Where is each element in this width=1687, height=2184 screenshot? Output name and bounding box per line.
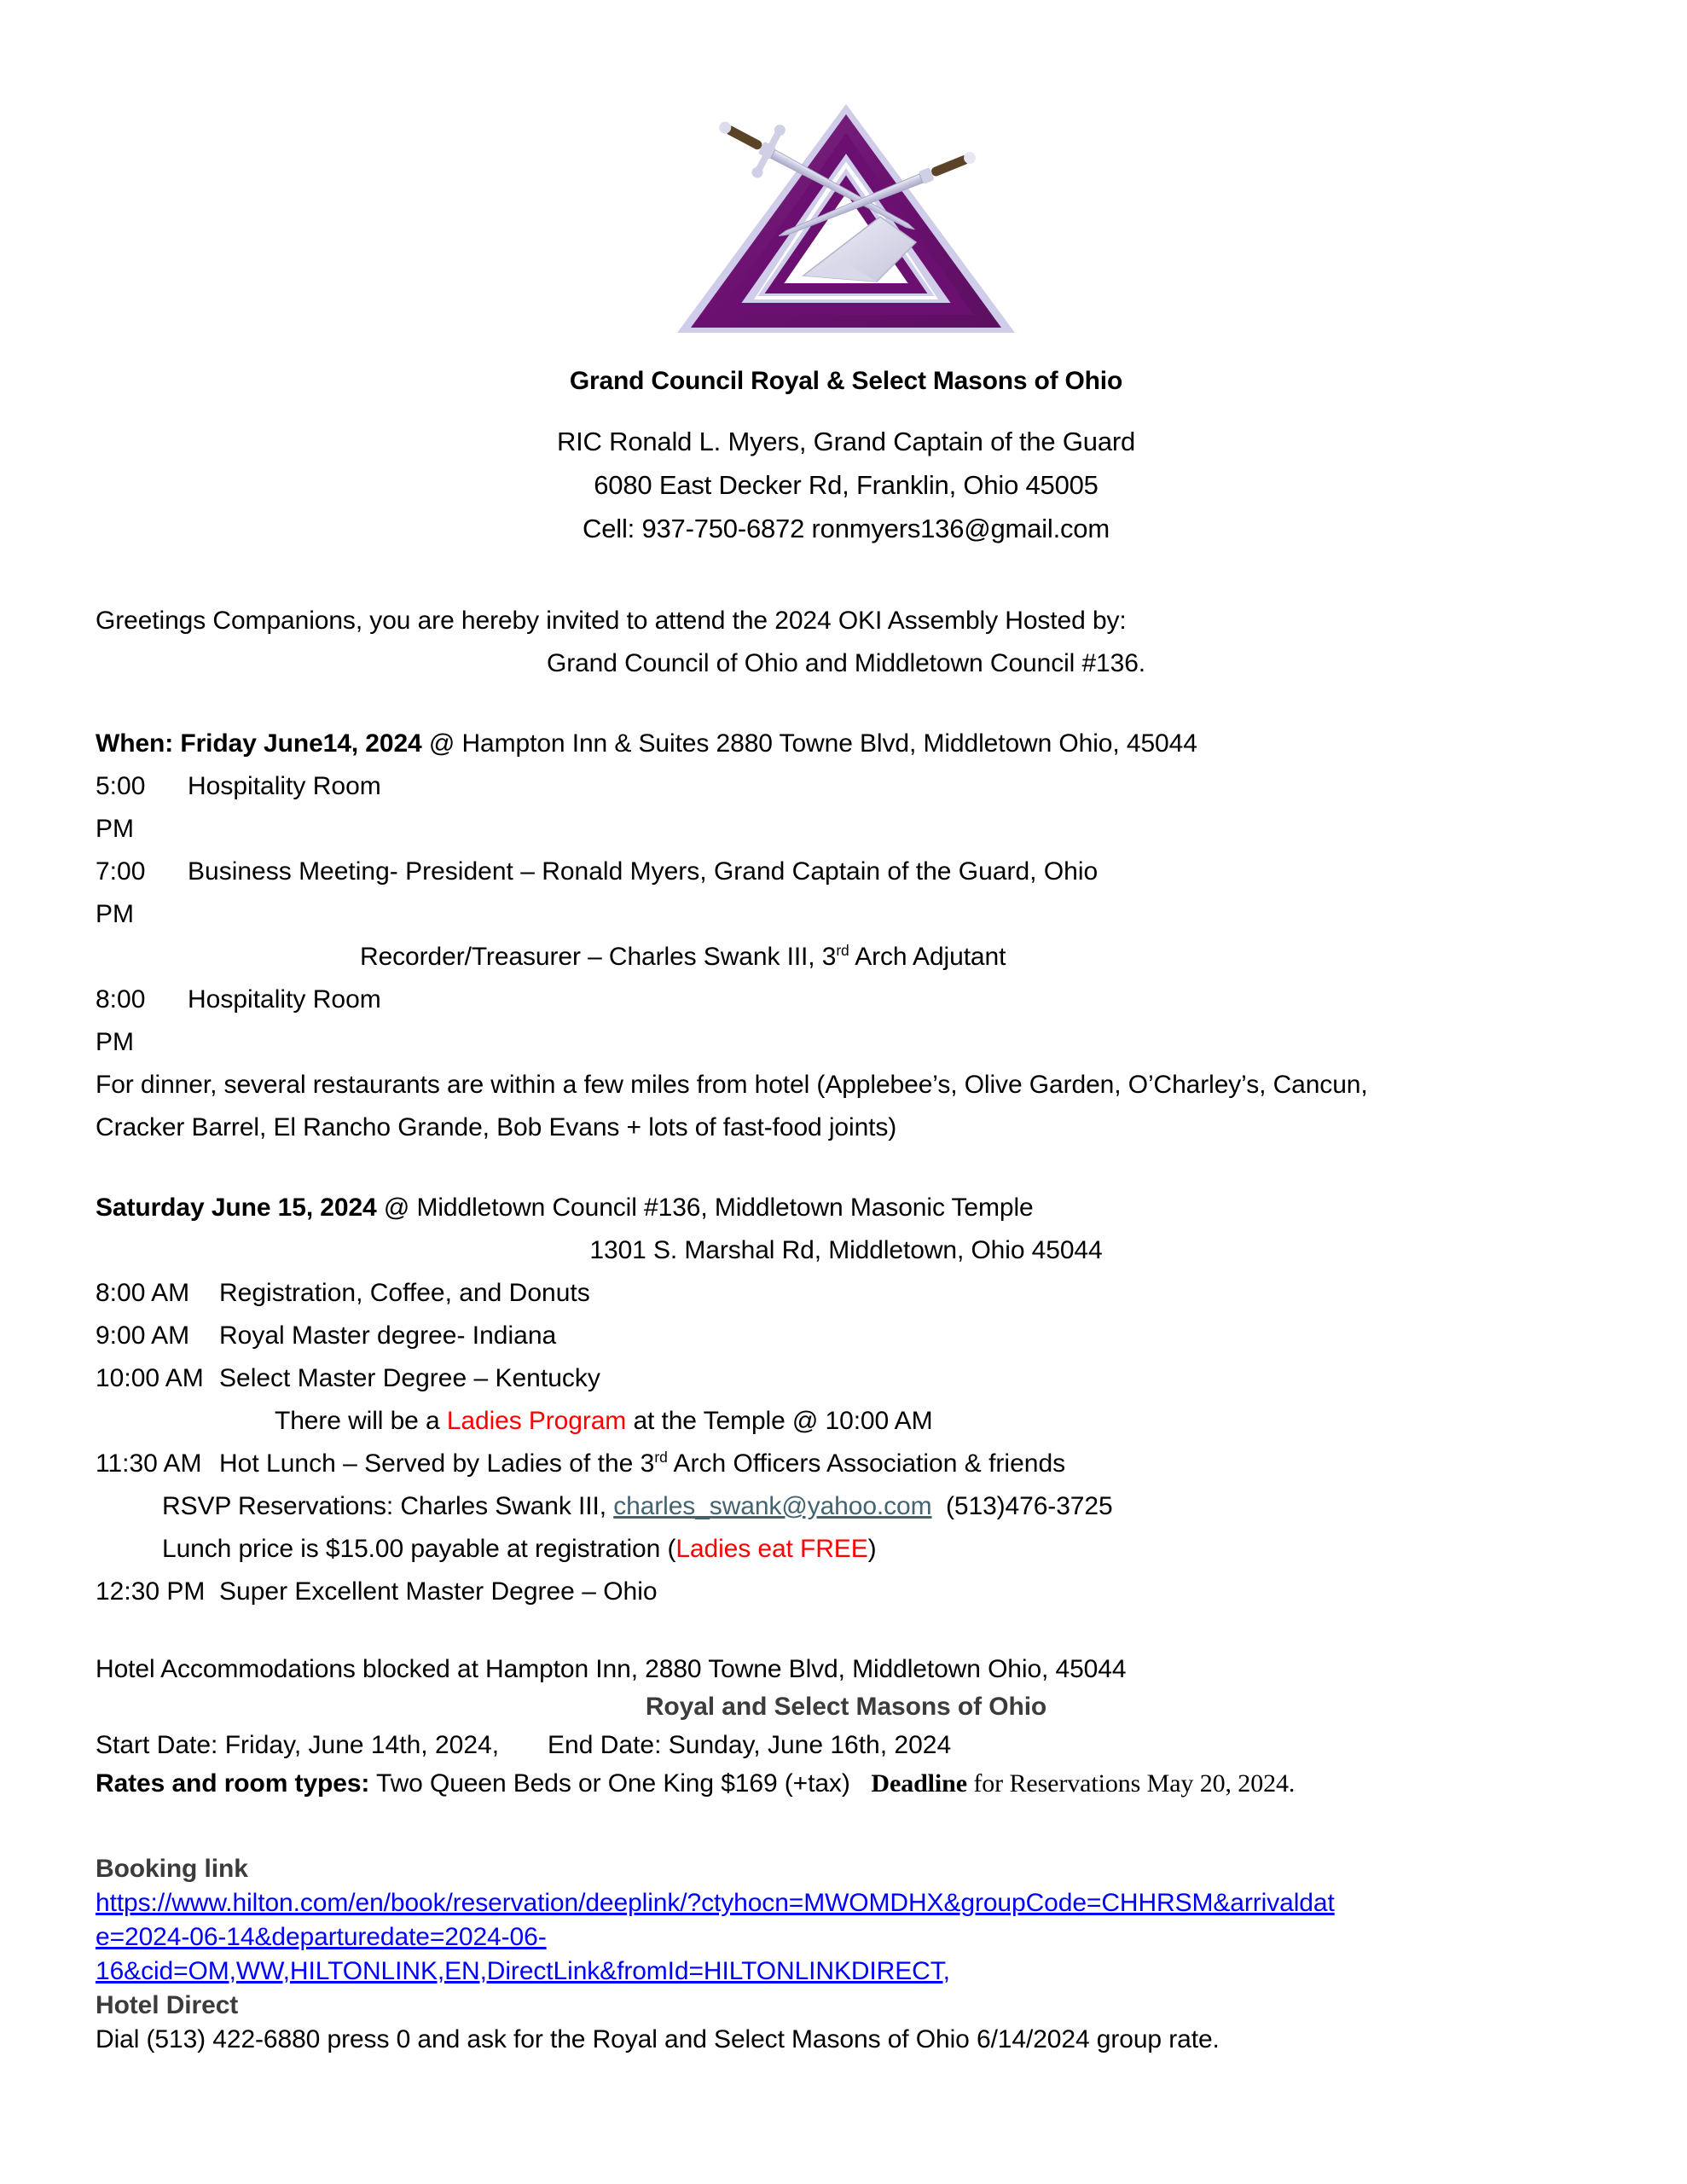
- hotel-deadline-rest: for Reservations May 20, 2024.: [966, 1769, 1296, 1798]
- saturday-lunch-time: 11:30 AM: [96, 1449, 202, 1478]
- spacer: [96, 550, 1597, 600]
- friday-recorder-line: [96, 936, 1597, 979]
- hotel-section: [96, 1651, 1597, 1803]
- logo-container: [96, 92, 1597, 348]
- lunch-ordinal-suffix: rd: [654, 1449, 668, 1466]
- saturday-address: 1301 S. Marshal Rd, Middletown, Ohio 45044: [589, 1236, 1103, 1264]
- saturday-lunch-desc: [219, 1443, 1597, 1485]
- rsvp-email-link[interactable]: charles_swank@yahoo.com: [613, 1492, 932, 1520]
- friday-when-line: [96, 723, 1597, 765]
- friday-when-label: When: Friday June14, 2024: [96, 729, 422, 758]
- lunch-price-line: [96, 1528, 1597, 1571]
- recorder-text-pre: Recorder/Treasurer – Charles Swank III, 3: [360, 943, 837, 971]
- contact-block: [96, 420, 1597, 550]
- hotel-start-date: Start Date: Friday, June 14th, 2024,: [96, 1731, 500, 1759]
- saturday-header-line: [96, 1187, 1597, 1229]
- dinner-line-2: Cracker Barrel, El Rancho Grande, Bob Evans + lots of fast-food joints): [96, 1113, 897, 1141]
- organization-title: Grand Council Royal & Select Masons of Ohio: [569, 367, 1123, 395]
- saturday-schedule-row: [96, 1357, 1597, 1400]
- booking-url-line-3: [96, 1955, 1597, 1989]
- friday-item-time: 5:00 PM: [96, 772, 146, 843]
- saturday-last-time: 12:30 PM: [96, 1577, 206, 1606]
- booking-section: [96, 1852, 1597, 2057]
- dinner-line-1: For dinner, several restaurants are within a few miles from hotel (Applebee’s, Olive Garden, O’Charley’s, Cancun,: [96, 1071, 1368, 1099]
- royal-select-masons-triangle-swords-trowel-logo: [667, 92, 1025, 348]
- booking-link-label: Booking link: [96, 1855, 248, 1883]
- recorder-text-post: Arch Adjutant: [849, 943, 1006, 971]
- booking-url-line-1: [96, 1886, 1597, 1920]
- friday-hospitality-time: 8:00 PM: [96, 985, 146, 1056]
- saturday-venue: @ Middletown Council #136, Middletown Masonic Temple: [376, 1194, 1034, 1222]
- ladies-program-pre: There will be a: [275, 1407, 447, 1435]
- lunch-price-post: ): [867, 1535, 877, 1563]
- hotel-dates-row: [96, 1726, 1597, 1765]
- booking-url-link[interactable]: e=2024-06-14&departuredate=2024-06-: [96, 1923, 547, 1951]
- saturday-item-time: 8:00 AM: [96, 1279, 190, 1307]
- ladies-program-line: [96, 1400, 1597, 1443]
- lunch-text-pre: Hot Lunch – Served by Ladies of the 3: [219, 1449, 655, 1478]
- greeting-line-1: Greetings Companions, you are hereby invited to attend the 2024 OKI Assembly Hosted by:: [96, 607, 1127, 635]
- spacer: [96, 1149, 1597, 1187]
- spacer: [96, 685, 1597, 723]
- saturday-item-desc: Royal Master degree- Indiana: [219, 1321, 557, 1350]
- hotel-rates-label: Rates and room types:: [96, 1769, 370, 1798]
- greeting-line-2: Grand Council of Ohio and Middletown Council #136.: [546, 649, 1146, 677]
- saturday-schedule-row: [96, 1571, 1597, 1613]
- saturday-last-desc: Super Excellent Master Degree – Ohio: [219, 1577, 658, 1606]
- friday-section: [96, 723, 1597, 1149]
- rsvp-phone: (513)476-3725: [931, 1492, 1113, 1520]
- ladies-program-highlight: Ladies Program: [446, 1407, 627, 1435]
- rsvp-line: [96, 1485, 1597, 1528]
- friday-item-desc: Hospitality Room: [188, 772, 381, 800]
- saturday-date-label: Saturday June 15, 2024: [96, 1194, 377, 1222]
- contact-cell-email: Cell: 937-750-6872 ronmyers136@gmail.com: [583, 514, 1110, 543]
- saturday-item-time: 10:00 AM: [96, 1364, 204, 1392]
- rsvp-text-pre: RSVP Reservations: Charles Swank III,: [162, 1492, 614, 1520]
- saturday-item-time: 9:00 AM: [96, 1321, 190, 1350]
- contact-name: RIC Ronald L. Myers, Grand Captain of the Guard: [556, 427, 1136, 456]
- document-content: [96, 0, 1597, 2057]
- booking-url-link[interactable]: https://www.hilton.com/en/book/reservation/deeplink/?ctyhocn=MWOMDHX&groupCode=CHHRSM&arrivaldat: [96, 1889, 1335, 1917]
- contact-address: 6080 East Decker Rd, Franklin, Ohio 45005: [594, 470, 1099, 500]
- booking-url-line-2: [96, 1920, 1597, 1955]
- spacer: [96, 1613, 1597, 1651]
- ladies-program-post: at the Temple @ 10:00 AM: [626, 1407, 933, 1435]
- friday-schedule-row: [96, 851, 1597, 936]
- lunch-price-pre: Lunch price is $15.00 payable at registration (: [162, 1535, 676, 1563]
- saturday-item-desc: Select Master Degree – Kentucky: [219, 1364, 600, 1392]
- hotel-rates-line: [96, 1765, 1597, 1803]
- ladies-free-highlight: Ladies eat FREE: [675, 1535, 868, 1563]
- hotel-deadline-label: Deadline: [871, 1769, 967, 1798]
- hotel-end-date: End Date: Sunday, June 16th, 2024: [548, 1731, 952, 1759]
- hotel-direct-label: Hotel Direct: [96, 1991, 239, 2019]
- friday-hospitality-desc: Hospitality Room: [188, 985, 381, 1014]
- friday-item-time: 7:00 PM: [96, 857, 146, 928]
- booking-url-link[interactable]: 16&cid=OM,WW,HILTONLINK,EN,DirectLink&fromId=HILTONLINKDIRECT,: [96, 1957, 950, 1985]
- hotel-direct-text: Dial (513) 422-6880 press 0 and ask for the Royal and Select Masons of Ohio 6/14/2024 group rate.: [96, 2025, 1220, 2053]
- saturday-lunch-row: [96, 1443, 1597, 1485]
- saturday-item-desc: Registration, Coffee, and Donuts: [219, 1279, 590, 1307]
- friday-schedule-row: [96, 765, 1597, 851]
- friday-when-venue: @ Hampton Inn & Suites 2880 Towne Blvd, Middletown Ohio, 45044: [421, 729, 1197, 758]
- hotel-rates-value: Two Queen Beds or One King $169 (+tax): [369, 1769, 872, 1798]
- greeting-block: [96, 600, 1597, 685]
- friday-item-desc: Business Meeting- President – Ronald Myers, Grand Captain of the Guard, Ohio: [188, 857, 1099, 886]
- hotel-accommodations-line: Hotel Accommodations blocked at Hampton Inn, 2880 Towne Blvd, Middletown Ohio, 45044: [96, 1655, 1127, 1683]
- saturday-schedule-row: [96, 1315, 1597, 1357]
- recorder-ordinal-suffix: rd: [836, 942, 849, 959]
- spacer: [96, 1803, 1597, 1852]
- lunch-text-post: Arch Officers Association & friends: [667, 1449, 1066, 1478]
- saturday-section: [96, 1187, 1597, 1613]
- hotel-block-name: Royal and Select Masons of Ohio: [645, 1693, 1047, 1721]
- friday-schedule-row: [96, 979, 1597, 1064]
- saturday-schedule-row: [96, 1272, 1597, 1315]
